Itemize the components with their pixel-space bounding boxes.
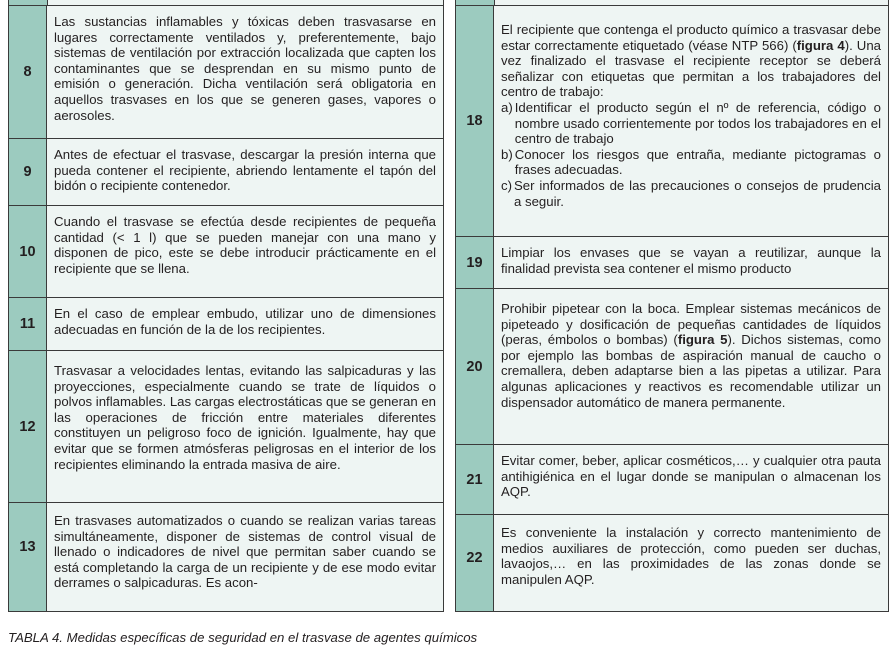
table-row [456, 6, 888, 237]
row-number: 22 [456, 515, 494, 611]
row-number: 10 [9, 206, 47, 297]
table-row [9, 6, 443, 139]
row-text: Es conveniente la instalación y correcto mantenimiento de medios auxiliares de protección, como pueden ser duchas, lavaojos,… en las proximidades de las zonas donde se manipulen AQP. [494, 515, 888, 611]
table-right-column [455, 0, 889, 612]
row-text: Evitar comer, beber, aplicar cosméticos,… y cualquier otra pauta antihigiénica en el lugar donde se manipulan o almacenan los AQP. [494, 445, 888, 514]
table-row [456, 515, 888, 611]
list-label: b) [501, 146, 513, 162]
row-text: Antes de efectuar el trasvase, descargar la presión interna que pueda contener el recipiente, abriendo lentamente el tapón del bidón o recipiente contenedor. [47, 139, 443, 205]
list-label: c) [501, 177, 512, 193]
list-text: Conocer los riesgos que entraña, mediante pictogramas o frases adecuadas. [514, 146, 881, 178]
table-row [456, 445, 888, 515]
table-row [9, 206, 443, 298]
row-text [494, 6, 888, 236]
table-row [456, 237, 888, 289]
table-row [9, 298, 443, 351]
list-item [501, 147, 881, 178]
row-number: 11 [9, 298, 47, 350]
table-caption: TABLA 4. Medidas específicas de seguridad en el trasvase de agentes químicos [8, 630, 478, 645]
list-item [501, 178, 881, 209]
table-left-column [8, 0, 444, 612]
list-label: a) [501, 99, 513, 115]
row-number: 12 [9, 351, 47, 502]
row-text-part: ). Dichos sistemas, como por ejemplo las bombas de aspiración manual de caucho o cremallera, deben adaptarse bien a las pipetas a utilizar. Para algunas aplicaciones y reactivos es recomendable utilizar un dispensador automático de manera permanente. [501, 332, 881, 410]
row-text: Trasvasar a velocidades lentas, evitando las salpicaduras y las proyecciones, especialmente cuando se trate de líquidos o polvos inflamables. Las cargas electrostáticas que se generan en las operaciones de fricción entre materiales diferentes constituyen un peligroso foco de ignición. Igualmente, hay que evitar que se formen atmósferas peligrosas en el interior de los recipientes eliminando la entrada masiva de aire. [47, 351, 443, 502]
list-text: Ser informados de las precauciones o consejos de prudencia a seguir. [514, 177, 881, 209]
figure-reference: figura 5 [677, 332, 728, 348]
row-number: 9 [9, 139, 47, 205]
table-row [9, 139, 443, 206]
row-number: 21 [456, 445, 494, 514]
row-intro-cont: ). Una vez finalizado el trasvase el recipiente receptor se deberá señalizar con etiquetas que permitan a los trabajadores del centro de trabajo: [501, 37, 881, 100]
row-number: 20 [456, 289, 494, 444]
list-text: Identificar el producto según el nº de referencia, código o nombre usado corrientemente por todos los trabajadores en el centro de trabajo [514, 99, 881, 147]
row-text: En trasvases automatizados o cuando se realizan varias tareas simultáneamente, disponer de sistemas de control visual de llenado o indicadores de nivel que permitan saber cuando se está completando la carga de un recipiente y de ese modo evitar derrames o salpicaduras. Es acon- [47, 503, 443, 611]
row-text: Limpiar los envases que se vayan a reutilizar, aunque la finalidad prevista sea contener el mismo producto [494, 237, 888, 288]
row-text [494, 289, 888, 444]
row-number: 8 [9, 6, 47, 138]
row-text-part: Prohibir pipetear con la boca. Emplear sistemas mecánicos de pipeteado y dosificación de pequeñas cantidades de líquidos (peras, émbolos o bombas) ( [501, 301, 881, 348]
requirements-list [501, 100, 881, 209]
table-row [9, 351, 443, 503]
row-text: En el caso de emplear embudo, utilizar uno de dimensiones adecuadas en función de la de los recipientes. [47, 298, 443, 350]
figure-reference: figura 4 [796, 37, 845, 53]
row-number: 19 [456, 237, 494, 288]
table-row [456, 289, 888, 445]
row-intro: El recipiente que contenga el producto químico a trasvasar debe estar correctamente etiquetado (véase NTP 566) ( [501, 22, 881, 53]
row-number: 13 [9, 503, 47, 611]
table-row [9, 503, 443, 611]
row-text: Cuando el trasvase se efectúa desde recipientes de pequeña cantidad (< 1 l) que se pueden manejar con una mano y disponen de pico, este se debe introducir prácticamente en el recipiente que se llena. [47, 206, 443, 297]
list-item [501, 100, 881, 147]
row-number: 18 [456, 6, 494, 236]
row-text: Las sustancias inflamables y tóxicas deben trasvasarse en lugares correctamente ventilados y, preferentemente, bajo sistemas de ventilación por extracción localizada que capten los contaminantes que se desprendan en su mismo punto de emisión o generación. Dicha ventilación será obligatoria en aquellos trasvases en los que se generen gases, vapores o aerosoles. [47, 6, 443, 138]
